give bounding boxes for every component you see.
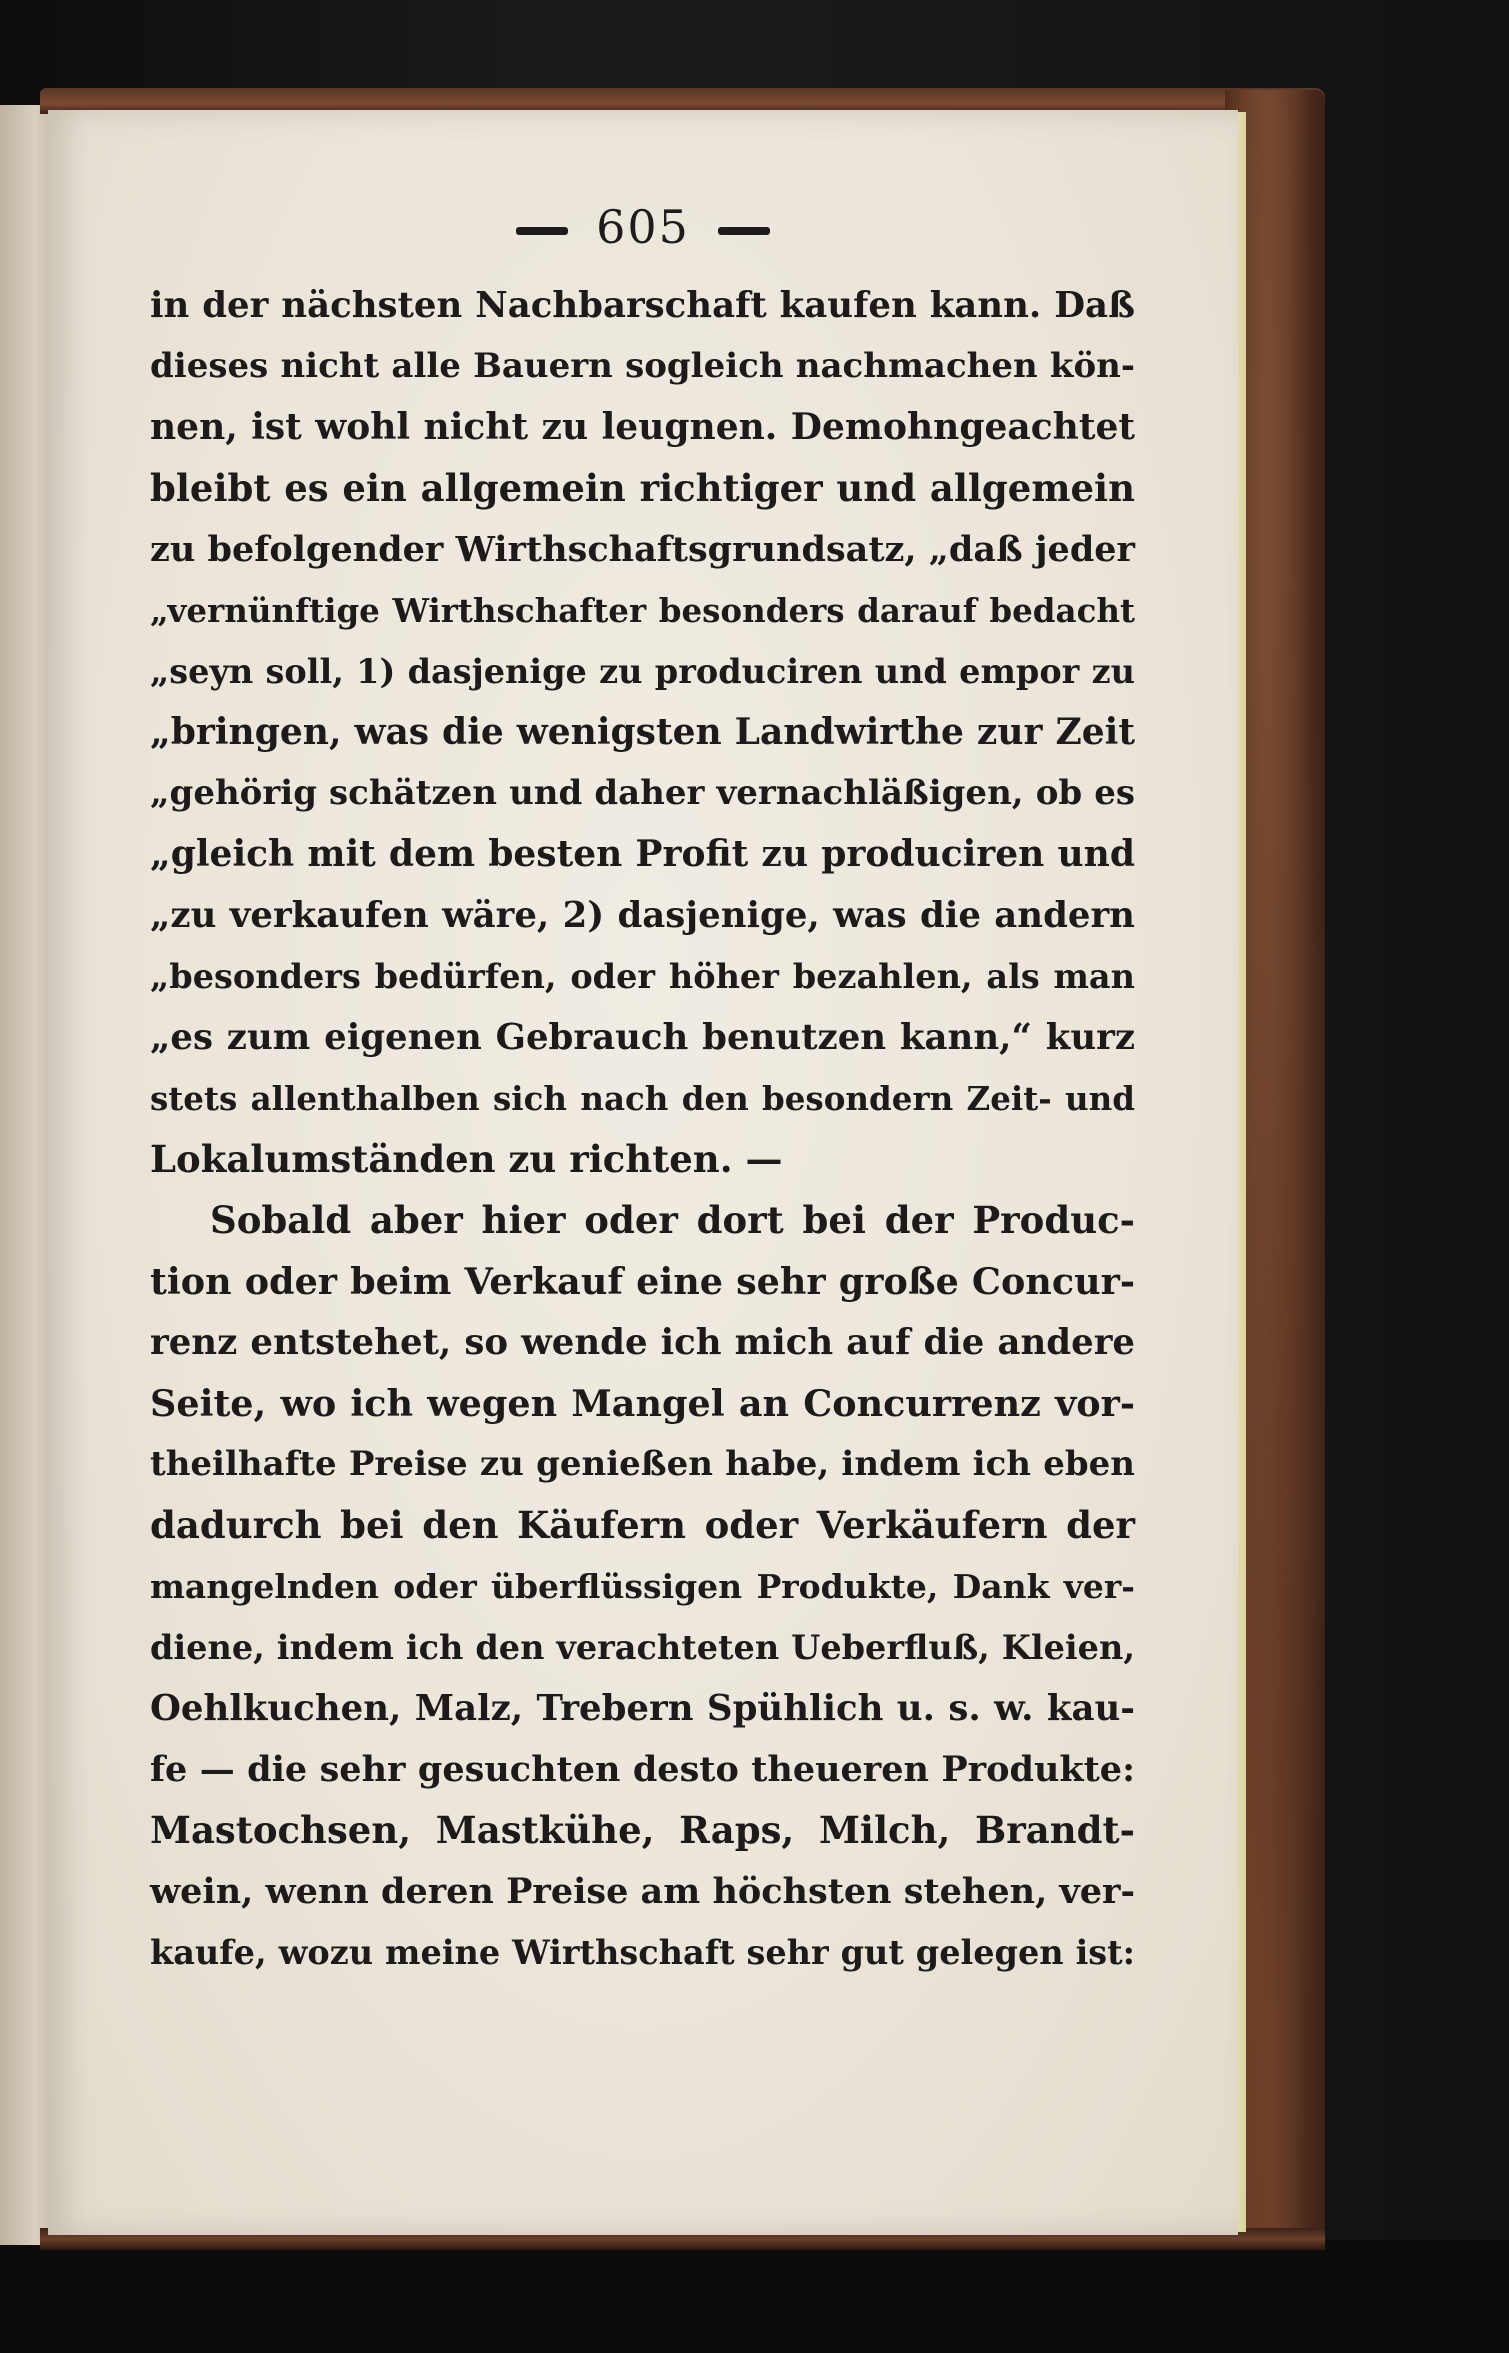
facing-page-edge (0, 105, 52, 2245)
text-line: dadurch bei den Käufern oder Verkäufern der (150, 1503, 1135, 1547)
header-dash-right (718, 227, 770, 235)
text-line: tion oder beim Verkauf eine sehr große Concur- (150, 1260, 1135, 1303)
text-line: „gehörig schätzen und daher vernachläßigen, ob es (150, 773, 1135, 813)
text-line: theilhafte Preise zu genießen habe, indem ich eben (150, 1444, 1135, 1484)
text-line: „vernünftige Wirthschafter besonders darauf bedacht (150, 591, 1135, 630)
text-line: diene, indem ich den verachteten Ueberfluß, Kleien, (150, 1628, 1135, 1667)
text-line: Mastochsen, Mastkühe, Raps, Milch, Brandt- (150, 1808, 1135, 1852)
text-line: kaufe, wozu meine Wirthschaft sehr gut gelegen ist: (150, 1933, 1135, 1972)
text-line: Seite, wo ich wegen Mangel an Concurrenz vor- (150, 1382, 1135, 1425)
text-line: Oehlkuchen, Malz, Trebern Spühlich u. s. w. kau- (150, 1688, 1135, 1729)
text-line: dieses nicht alle Bauern sogleich nachmachen kön- (150, 346, 1135, 386)
page-number: 605 (596, 200, 690, 254)
text-line: nen, ist wohl nicht zu leugnen. Demohngeachtet (150, 406, 1135, 448)
text-line: bleibt es ein allgemein richtiger und allgemein (150, 466, 1135, 510)
page-header (48, 200, 1238, 254)
text-line: mangelnden oder überflüssigen Produkte, Dank ver- (150, 1567, 1135, 1606)
text-line: fe — die sehr gesuchten desto theueren Produkte: (150, 1749, 1135, 1790)
text-line: wein, wenn deren Preise am höchsten stehen, ver- (150, 1871, 1136, 1912)
paragraph-start-line: Sobald aber hier oder dort bei der Produc- (210, 1198, 1135, 1242)
paragraph-end-line: Lokalumständen zu richten. — (150, 1137, 783, 1181)
body-text (150, 275, 1135, 1983)
text-line: „gleich mit dem besten Profit zu produciren und (150, 833, 1135, 875)
text-line: in der nächsten Nachbarschaft kaufen kann. Daß (150, 285, 1135, 326)
dark-backdrop (0, 2240, 1509, 2353)
text-line: „zu verkaufen wäre, 2) dasjenige, was die andern (150, 895, 1135, 936)
header-dash-left (516, 227, 568, 235)
text-line: renz entstehet, so wende ich mich auf die andere (150, 1322, 1135, 1363)
text-line: zu befolgender Wirthschaftsgrundsatz, „daß jeder (150, 529, 1135, 570)
text-line: „es zum eigenen Gebrauch benutzen kann,“ kurz (150, 1017, 1135, 1058)
text-line: „seyn soll, 1) dasjenige zu produciren und empor zu (150, 652, 1135, 691)
text-line: „besonders bedürfen, oder höher bezahlen, als man (150, 957, 1135, 996)
book-page (48, 110, 1238, 2235)
text-line: „bringen, was die wenigsten Landwirthe zur Zeit (150, 711, 1135, 753)
text-line: stets allenthalben sich nach den besondern Zeit- und (150, 1079, 1135, 1118)
